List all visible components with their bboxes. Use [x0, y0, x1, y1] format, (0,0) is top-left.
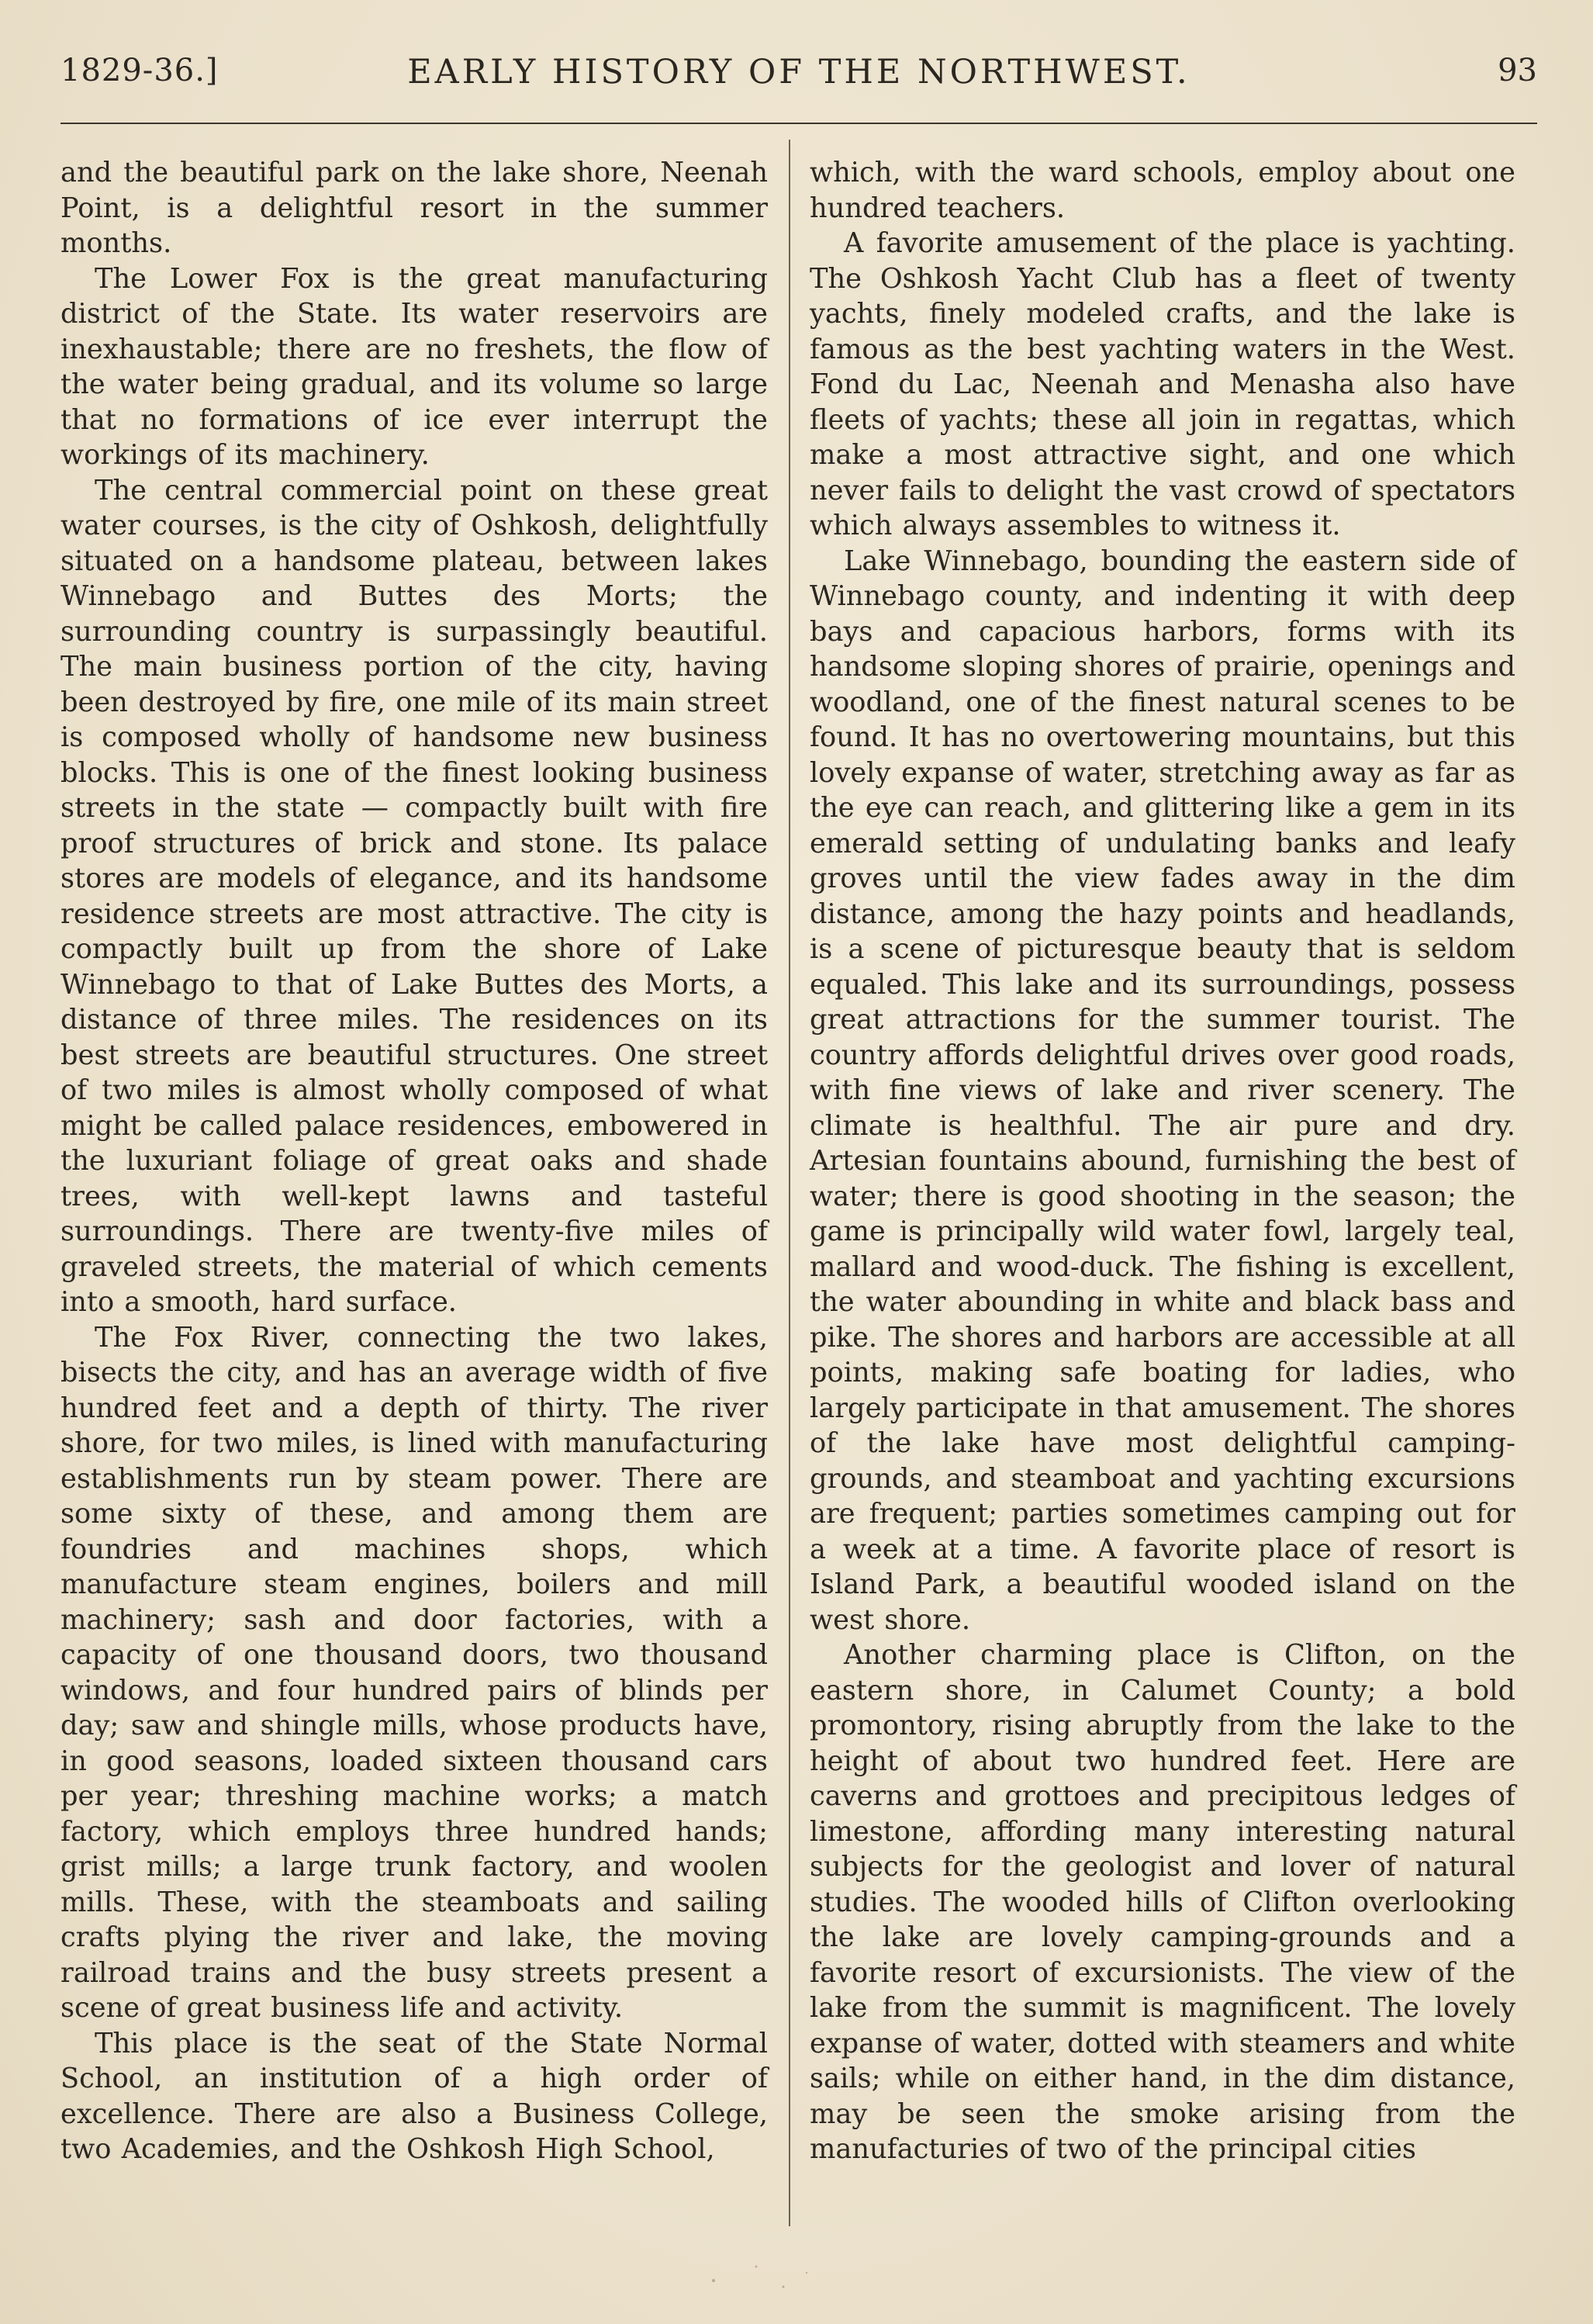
paragraph: Lake Winnebago, bounding the eastern side of Winnebago county, and indenting it with deep bays and capacious harbors, forms with its handsome sloping shores of prairie, openings and woodland, one of the finest natural scenes to be found. It has no overtowering mountains, but this lovely expanse of water, stretching away as far as the eye can reach, and glittering like a gem in its emerald setting of undulating banks and leafy groves until the view fades away in the dim distance, among the hazy points and headlands, is a scene of picturesque beauty that is seldom equaled. This lake and its surroundings, possess great attractions for the summer tourist. The country affords delightful drives over good roads, with fine views of lake and river scenery. The climate is healthful. The air pure and dry. Artesian fountains abound, furnishing the best of water; there is good shooting in the season; the game is principally wild water fowl, largely teal, mallard and wood-duck. The fishing is excellent, the water abounding in white and black bass and pike. The shores and harbors are accessible at all points, making safe boating for ladies, who largely participate in that amusement. The shores of the lake have most delightful camping-grounds, and steamboat and yachting excursions are frequent; parties sometimes camping out for a week at a time. A favorite place of resort is Island Park, a beautiful wooded island on the west shore.	[810, 545, 1515, 1636]
paragraph: which, with the ward schools, employ about one hundred teachers.	[810, 157, 1515, 224]
header-title: EARLY HISTORY OF THE NORTHWEST.	[407, 53, 1190, 92]
header-rule	[60, 123, 1537, 124]
column-divider	[789, 140, 790, 2226]
paper-blemish-marks	[682, 2250, 838, 2296]
paragraph: A favorite amusement of the place is yachting. The Oshkosh Yacht Club has a fleet of twenty yachts, finely modeled crafts, and the lake is famous as the best yachting waters in the West. Fond du Lac, Neenah and Menasha also have fleets of yachts; these all join in regattas, which make a most attractive sight, and one which never fails to delight the vast crowd of spectators which always assembles to witness it.	[810, 227, 1515, 541]
page-number: 93	[1498, 53, 1537, 88]
paragraph: This place is the seat of the State Normal School, an institution of a high order of excellence. There are also a Business College, two Academies, and the Oshkosh High School,	[60, 2027, 768, 2165]
right-column	[810, 155, 1515, 2167]
left-column	[60, 155, 768, 2167]
paragraph: Another charming place is Clifton, on the eastern shore, in Calumet County; a bold promontory, rising abruptly from the lake to the height of about two hundred feet. Here are caverns and grottoes and precipitous ledges of limestone, affording many interesting natural subjects for the geologist and lover of natural studies. The wooded hills of Clifton overlooking the lake are lovely camping-grounds and a favorite resort of excursionists. The view of the lake from the summit is magnificent. The lovely expanse of water, dotted with steamers and white sails; while on either hand, in the dim distance, may be seen the smoke arising from the manufacturies of two of the principal cities	[810, 1639, 1515, 2165]
running-header	[60, 53, 1537, 99]
paragraph: and the beautiful park on the lake shore, Neenah Point, is a delightful resort in the summer months.	[60, 157, 768, 259]
paragraph: The Fox River, connecting the two lakes, bisects the city, and has an average width of five hundred feet and a depth of thirty. The river shore, for two miles, is lined with manufacturing establishments run by steam power. There are some sixty of these, and among them are foundries and machines shops, which manufacture steam engines, boilers and mill machinery; sash and door factories, with a capacity of one thousand doors, two thousand windows, and four hundred pairs of blinds per day; saw and shingle mills, whose products have, in good seasons, loaded sixteen thousand cars per year; threshing machine works; a match factory, which employs three hundred hands; grist mills; a large trunk factory, and woolen mills. These, with the steamboats and sailing crafts plying the river and lake, the moving railroad trains and the busy streets present a scene of great business life and activity.	[60, 1321, 768, 2024]
paragraph: The central commercial point on these great water courses, is the city of Oshkosh, delightfully situated on a handsome plateau, between lakes Winnebago and Buttes des Morts; the surrounding country is surpassingly beautiful. The main business portion of the city, having been destroyed by fire, one mile of its main street is composed wholly of handsome new business blocks. This is one of the finest looking business streets in the state — compactly built with fire proof structures of brick and stone. Its palace stores are models of elegance, and its handsome residence streets are most attractive. The city is compactly built up from the shore of Lake Winnebago to that of Lake Buttes des Morts, a distance of three miles. The residences on its best streets are beautiful structures. One street of two miles is almost wholly composed of what might be called palace residences, embowered in the luxuriant foliage of great oaks and shade trees, with well-kept lawns and tasteful surroundings. There are twenty-five miles of graveled streets, the material of which cements into a smooth, hard surface.	[60, 474, 768, 1318]
paragraph: The Lower Fox is the great manufacturing district of the State. Its water reservoirs are inexhaustable; there are no freshets, the flow of the water being gradual, and its volume so large that no formations of ice ever interrupt the workings of its machinery.	[60, 262, 768, 471]
header-date-range: 1829-36.]	[60, 53, 219, 88]
